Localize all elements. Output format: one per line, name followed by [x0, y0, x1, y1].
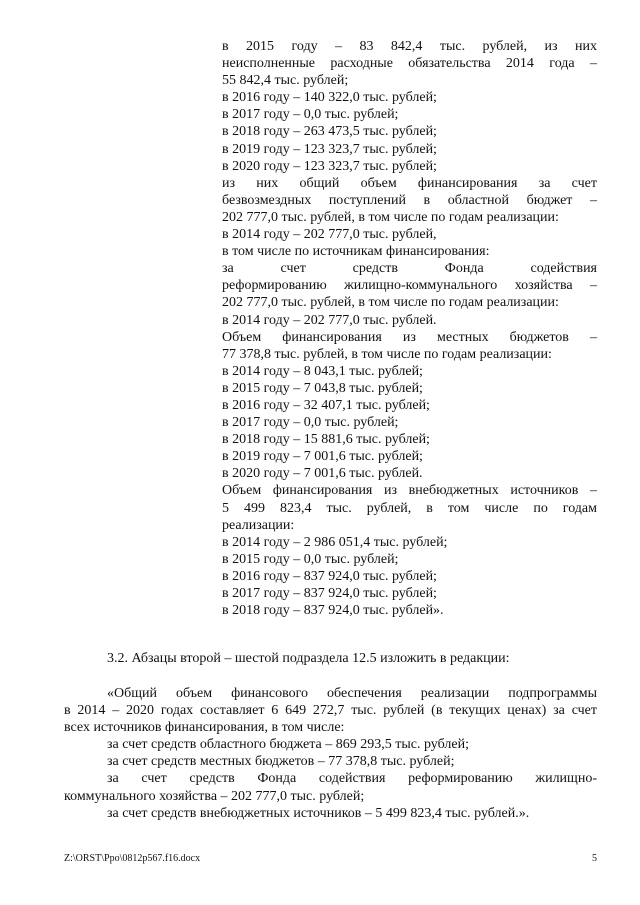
text-line: в 2016 году – 837 924,0 тыс. рублей;: [222, 568, 437, 584]
text-line: 202 777,0 тыс. рублей, в том числе по годам реализации:: [222, 295, 559, 311]
text-line: в 2015 году – 7 043,8 тыс. рублей;: [222, 380, 423, 396]
text-line: в 2016 году – 32 407,1 тыс. рублей;: [222, 397, 430, 413]
clause-3-2: 3.2. Абзацы второй – шестой подраздела 12.5 изложить в редакции:: [107, 651, 510, 666]
text-line: Объем финансирования из местных бюджетов –: [222, 329, 597, 345]
text-line: в 2020 году – 7 001,6 тыс. рублей.: [222, 466, 423, 482]
quoted-paragraph: [64, 685, 597, 822]
text-line: в 2015 году – 0,0 тыс. рублей;: [222, 551, 399, 567]
text-line: в 2017 году – 0,0 тыс. рублей;: [222, 107, 399, 123]
text-line: неисполненные расходные обязательства 2014 года –: [222, 56, 597, 72]
quote-line: за счет средств внебюджетных источников – 5 499 823,4 тыс. рублей.».: [107, 805, 530, 821]
text-line: в 2019 году – 123 323,7 тыс. рублей;: [222, 141, 437, 157]
text-line: в 2014 году – 202 777,0 тыс. рублей,: [222, 227, 437, 243]
text-line: 55 842,4 тыс. рублей;: [222, 73, 349, 89]
quote-line: «Общий объем финансового обеспечения реализации подпрограммы: [107, 686, 597, 701]
text-line: в 2016 году – 140 322,0 тыс. рублей;: [222, 90, 437, 106]
text-line: безвозмездных поступлений в областной бюджет –: [222, 192, 597, 208]
text-line: 202 777,0 тыс. рублей, в том числе по годам реализации:: [222, 209, 559, 225]
text-line: реализации:: [222, 517, 295, 533]
text-line: в 2019 году – 7 001,6 тыс. рублей;: [222, 449, 423, 465]
text-line: в 2018 году – 837 924,0 тыс. рублей».: [222, 603, 444, 619]
text-line: в 2020 году – 123 323,7 тыс. рублей;: [222, 158, 437, 174]
text-line: в том числе по источникам финансирования:: [222, 244, 490, 260]
quote-line: за счет средств областного бюджета – 869 293,5 тыс. рублей;: [107, 737, 469, 753]
text-line: в 2014 году – 202 777,0 тыс. рублей.: [222, 312, 437, 328]
text-line: в 2018 году – 263 473,5 тыс. рублей;: [222, 124, 437, 140]
page-footer: [64, 853, 597, 865]
text-line: в 2018 году – 15 881,6 тыс. рублей;: [222, 432, 430, 448]
footer-file-path: Z:\ORST\Ppo\0812p567.f16.docx: [64, 853, 201, 864]
text-line: в 2017 году – 0,0 тыс. рублей;: [222, 415, 399, 431]
quote-line: коммунального хозяйства – 202 777,0 тыс. рублей;: [64, 788, 365, 804]
quote-line: всех источников финансирования, в том числе:: [64, 720, 345, 736]
text-line: за счет средств Фонда содействия: [222, 261, 597, 277]
quote-line: за счет средств местных бюджетов – 77 378,8 тыс. рублей;: [107, 754, 455, 770]
page-number: 5: [592, 853, 597, 864]
text-line: 77 378,8 тыс. рублей, в том числе по годам реализации:: [222, 346, 552, 362]
text-line: в 2017 году – 837 924,0 тыс. рублей;: [222, 586, 437, 601]
quote-line: в 2014 – 2020 годах составляет 6 649 272,7 тыс. рублей (в текущих ценах) за счет: [64, 703, 597, 719]
text-line: реформированию жилищно-коммунального хозяйства –: [222, 278, 597, 294]
text-line: в 2015 году – 83 842,4 тыс. рублей, из них: [222, 39, 597, 54]
text-line: из них общий объем финансирования за счет: [222, 175, 597, 191]
text-line: в 2014 году – 2 986 051,4 тыс. рублей;: [222, 534, 448, 550]
financing-details-column: [222, 38, 597, 619]
text-line: Объем финансирования из внебюджетных источников –: [222, 483, 597, 499]
text-line: 5 499 823,4 тыс. рублей, в том числе по годам: [222, 500, 597, 516]
quote-line: за счет средств Фонда содействия реформированию жилищно-: [107, 771, 597, 787]
text-line: в 2014 году – 8 043,1 тыс. рублей;: [222, 363, 423, 379]
